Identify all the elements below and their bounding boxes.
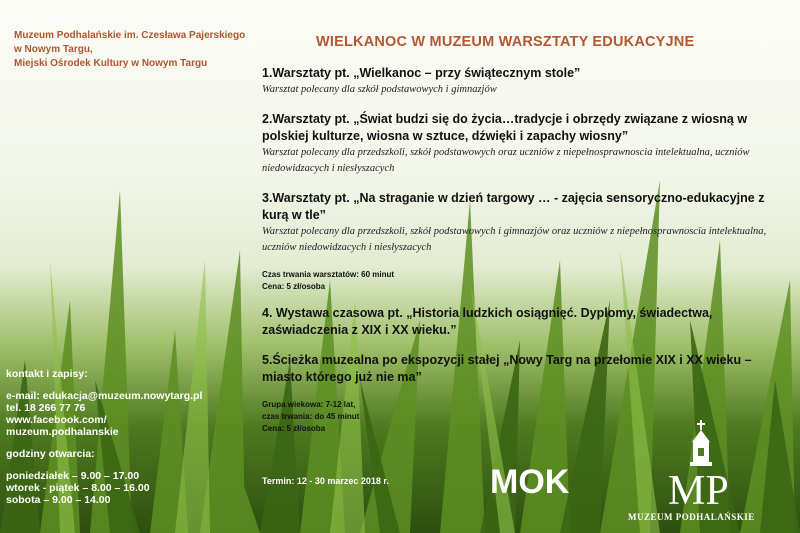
workshop-item (262, 190, 772, 256)
workshop-item (262, 111, 772, 177)
term-dates: Termin: 12 - 30 marzec 2018 r. (262, 476, 389, 486)
exhibition-heading: 4. Wystawa czasowa pt. „Historia ludzkich osiągnięć. Dyplomy, świadectwa, zaświadczenia z XIX i XX wieku.” (262, 306, 713, 337)
mp-logo-text: MP (668, 468, 729, 514)
museum-name-label: MUZEUM PODHALAŃSKIE (628, 512, 755, 522)
trail-item (262, 352, 772, 386)
workshop-description: Warsztat polecany dla przedszkoli, szkół podstawowych i gimnazjów oraz uczniów z niepełnosprawnoscia intelektualna, uczniów niedowidzacych i niesłyszacych (262, 226, 767, 253)
workshop-info (262, 269, 772, 293)
organization-line: Miejski Ośrodek Kultury w Nowym Targu (14, 58, 208, 69)
workshop-duration: Czas trwania warsztatów: 60 minut (262, 270, 395, 279)
organization-line: Muzeum Podhalańskie im. Czesława Pajerskiego (14, 30, 246, 41)
contact-facebook-line2[interactable]: muzeum.podhalanskie (6, 426, 119, 438)
hours-line: wtorek - piątek – 8.00 – 16.00 (6, 482, 150, 494)
workshop-heading: 2.Warsztaty pt. „Świat budzi się do życia…tradycje i obrzędy związane z wiosną w polskiej kulturze, wiosna w sztuce, dźwięki i zapachy wiosny” (262, 112, 748, 143)
contact-block (6, 368, 202, 506)
page-title: WIELKANOC W MUZEUM WARSZTATY EDUKACYJNE (316, 34, 695, 50)
exhibition-item (262, 305, 772, 339)
trail-heading: 5.Ścieżka muzealna po ekspozycji stałej „Nowy Targ na przełomie XIX i XX wieku – miasto którego już nie ma” (262, 353, 752, 384)
trail-price: Cena: 5 zł/osoba (262, 424, 326, 433)
workshops-content (262, 65, 772, 435)
workshop-heading: 3.Warsztaty pt. „Na straganie w dzień targowy … - zajęcia sensoryczno-edukacyjne z kurą w tle” (262, 191, 765, 222)
hours-line: poniedziałek – 9.00 – 17.00 (6, 470, 140, 482)
organization-line: w Nowym Targu, (14, 44, 93, 55)
contact-email[interactable]: e-mail: edukacja@muzeum.nowytarg.pl (6, 390, 203, 402)
trail-duration: czas trwania: do 45 minut (262, 412, 360, 421)
workshop-description: Warsztat polecany dla przedszkoli, szkół podstawowych oraz uczniów z niepełnosprawnoscia intelektualna, uczniów niedowidzacych i niesłyszacych (262, 147, 750, 174)
tower-icon (690, 420, 712, 466)
workshop-heading: 1.Warsztaty pt. „Wielkanoc – przy świątecznym stole” (262, 66, 581, 80)
organization-block (14, 29, 254, 71)
mok-logo (490, 462, 590, 498)
contact-facebook-line1[interactable]: www.facebook.com/ (6, 414, 107, 426)
workshop-price: Cena: 5 zł/osoba (262, 282, 326, 291)
workshop-description: Warsztat polecany dla szkół podstawowych i gimnazjów (262, 84, 497, 95)
hours-line: sobota – 9.00 – 14.00 (6, 494, 111, 506)
contact-heading: kontakt i zapisy: (6, 368, 88, 380)
hours-heading: godziny otwarcia: (6, 448, 95, 460)
trail-age-group: Grupa wiekowa: 7-12 lat, (262, 400, 356, 409)
contact-phone: tel. 18 266 77 76 (6, 402, 86, 414)
workshop-item (262, 65, 772, 98)
mok-logo-text: MOK (490, 463, 570, 498)
